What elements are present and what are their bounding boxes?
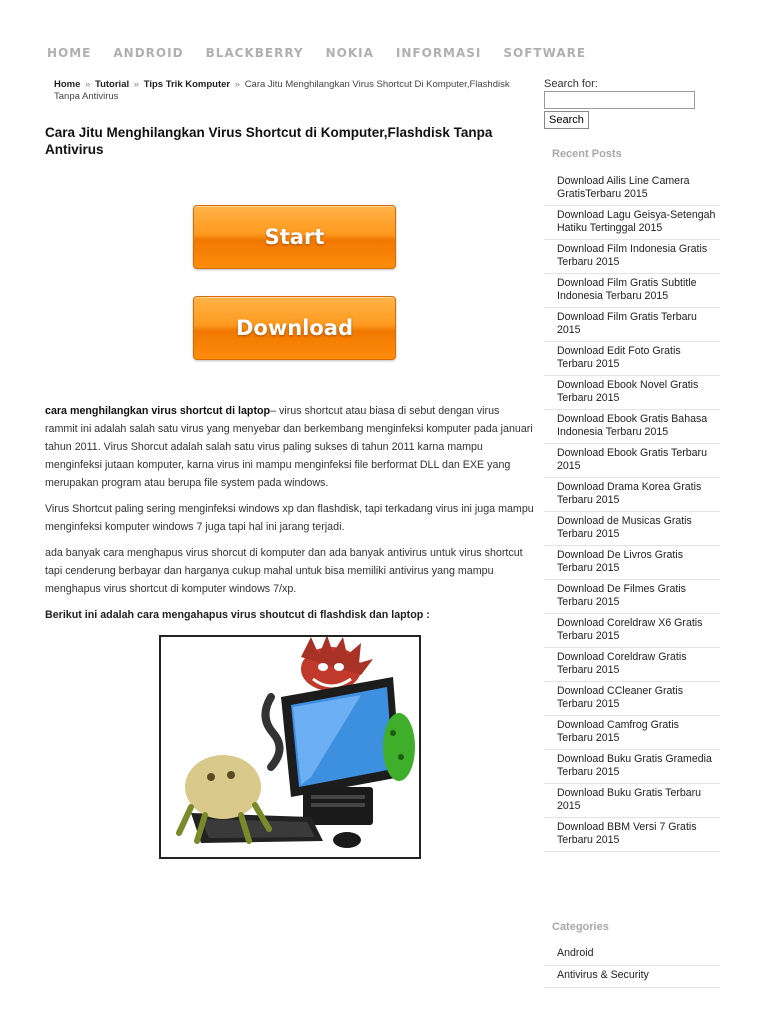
category-antivirus-security[interactable]: Antivirus & Security <box>544 966 720 988</box>
recent-posts-title: Recent Posts <box>552 148 622 160</box>
paragraph-1 <box>45 402 535 492</box>
nav-software[interactable]: SOFTWARE <box>503 46 587 60</box>
recent-post-link[interactable]: Download Coreldraw X6 Gratis Terbaru 2015 <box>544 614 720 648</box>
virus-computer-drawing <box>161 637 419 857</box>
breadcrumb-current: Cara Jitu Menghilangkan Virus Shortcut Di Komputer,Flashdisk Tanpa Antivirus <box>54 79 510 102</box>
download-button[interactable]: Download <box>193 296 396 360</box>
nav-nokia[interactable]: NOKIA <box>325 46 374 60</box>
breadcrumb-home[interactable]: Home <box>54 79 81 90</box>
recent-post-link[interactable]: Download Drama Korea Gratis Terbaru 2015 <box>544 478 720 512</box>
recent-post-link[interactable]: Download Ailis Line Camera GratisTerbaru 2015 <box>544 172 720 206</box>
recent-post-link[interactable]: Download Ebook Gratis Terbaru 2015 <box>544 444 720 478</box>
cpu-tower-icon <box>303 787 373 825</box>
post-title: Cara Jitu Menghilangkan Virus Shortcut di Komputer,Flashdisk Tanpa Antivirus <box>45 125 493 157</box>
monitor-icon <box>281 677 401 805</box>
recent-post-link[interactable]: Download CCleaner Gratis Terbaru 2015 <box>544 682 720 716</box>
recent-post-link[interactable]: Download Ebook Novel Gratis Terbaru 2015 <box>544 376 720 410</box>
main-nav <box>47 45 608 61</box>
nav-blackberry[interactable]: BLACKBERRY <box>205 46 304 60</box>
recent-post-link[interactable]: Download De Filmes Gratis Terbaru 2015 <box>544 580 720 614</box>
breadcrumb-separator: » <box>133 79 140 90</box>
search-button[interactable]: Search <box>544 111 589 129</box>
keyboard-icon <box>191 813 323 843</box>
recent-post-link[interactable]: Download Buku Gratis Terbaru 2015 <box>544 784 720 818</box>
recent-post-link[interactable]: Download BBM Versi 7 Gratis Terbaru 2015 <box>544 818 720 852</box>
breadcrumb <box>54 79 524 103</box>
paragraph-2: Virus Shortcut paling sering menginfeksi windows xp dan flashdisk, tapi terkadang virus ini juga mampu menginfeksi komputer windows 7 juga tapi hal ini jarang terjadi. <box>45 503 534 533</box>
recent-post-link[interactable]: Download Coreldraw Gratis Terbaru 2015 <box>544 648 720 682</box>
recent-post-link[interactable]: Download Lagu Geisya-Setengah Hatiku Tertinggal 2015 <box>544 206 720 240</box>
paragraph-4: Berikut ini adalah cara mengahapus virus shoutcut di flashdisk dan laptop : <box>45 609 430 621</box>
mouse-icon <box>333 832 361 848</box>
keyword-bold: cara menghilangkan virus shortcut di laptop <box>45 405 271 417</box>
paragraph-3: ada banyak cara menghapus virus shorcut di komputer dan ada banyak antivirus untuk virus shortcut tapi cenderung berbayar dan harganya cukup mahal untuk bisa memiliki antivirus yang mampu menghapus virus shortcut di komputer windows 7/xp. <box>45 547 523 595</box>
start-button[interactable]: Start <box>193 205 396 269</box>
breadcrumb-tips[interactable]: Tips Trik Komputer <box>143 79 231 90</box>
nav-android[interactable]: ANDROID <box>113 46 184 60</box>
recent-post-link[interactable]: Download De Livros Gratis Terbaru 2015 <box>544 546 720 580</box>
recent-post-link[interactable]: Download Film Gratis Subtitle Indonesia Terbaru 2015 <box>544 274 720 308</box>
search-label: Search for: <box>544 78 598 90</box>
nav-home[interactable]: HOME <box>47 46 92 60</box>
recent-post-link[interactable]: Download Camfrog Gratis Terbaru 2015 <box>544 716 720 750</box>
search-input[interactable] <box>544 91 695 109</box>
green-virus-icon <box>383 713 415 781</box>
categories-list <box>544 944 720 988</box>
virus-computer-illustration <box>159 635 421 859</box>
categories-title: Categories <box>552 921 609 933</box>
category-android[interactable]: Android <box>544 944 720 966</box>
snake-virus-icon <box>265 697 279 767</box>
breadcrumb-separator: » <box>85 79 91 90</box>
breadcrumb-tutorial[interactable]: Tutorial <box>94 79 130 90</box>
article-body <box>45 402 535 632</box>
recent-post-link[interactable]: Download Buku Gratis Gramedia Terbaru 2015 <box>544 750 720 784</box>
recent-post-link[interactable]: Download de Musicas Gratis Terbaru 2015 <box>544 512 720 546</box>
breadcrumb-separator: » <box>234 79 241 90</box>
nav-informasi[interactable]: INFORMASI <box>395 46 482 60</box>
recent-posts-list <box>544 172 720 852</box>
paragraph-1-text: – virus shortcut atau biasa di sebut dengan virus rammit ini adalah salah satu virus yang menyebar dan berkembang menginfeksi komputer pada januari tahun 2011. Virus Shorcut adalah salah satu virus paling sukses di tahun 2011 karna mampu menginfeksi jutaan komputer, karna virus ini mampu menginfeksi file berformat DLL dan EXE yang merupakan program atau berupa file system pada windows. <box>45 405 533 489</box>
recent-post-link[interactable]: Download Film Gratis Terbaru 2015 <box>544 308 720 342</box>
recent-post-link[interactable]: Download Ebook Gratis Bahasa Indonesia Terbaru 2015 <box>544 410 720 444</box>
recent-post-link[interactable]: Download Film Indonesia Gratis Terbaru 2015 <box>544 240 720 274</box>
recent-post-link[interactable]: Download Edit Foto Gratis Terbaru 2015 <box>544 342 720 376</box>
